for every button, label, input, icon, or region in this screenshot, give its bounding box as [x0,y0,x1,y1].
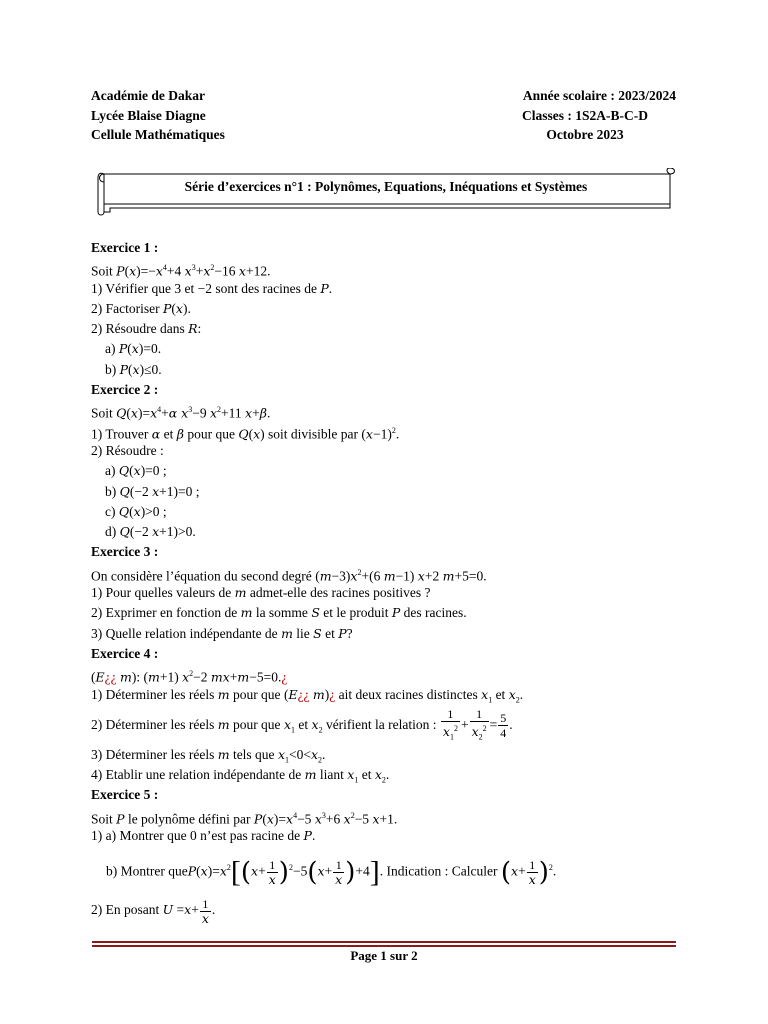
exercise-3-heading: Exercice 3 : [91,544,159,560]
exercise-2-question-2: 2) Résoudre : [91,442,164,458]
header-left [91,86,225,145]
fraction-5-over-4: $\frac{5}{4}$ [500,711,507,741]
school-year: Année scolaire : 2023/2024 [522,88,676,103]
exercise-1-question-1: 1) Vérifier que 3 et −2 sont des racines de P. [91,280,333,296]
header-right [494,86,676,145]
fraction-1-over-x1-squared: $\frac{1}{x_1^2}$ [442,707,458,742]
exercise-4-heading: Exercice 4 : [91,645,159,661]
department-name: Cellule Mathématiques [91,127,225,142]
exercise-4-statement: (E¿¿ m): (m+1) $x^2-2$ mx+m−5=0.¿ [91,669,288,685]
exercise-2-question-2c: c) Q(x)>0 ; [105,503,167,519]
exercise-2-statement: Soit $Q(x)=x^4+\alpha$ $x^3-9$ $x^2+11$ x+β. [91,405,271,421]
exercise-4-question-3: 3) Déterminer les réels m tels que $x_1<0<x_2$. [91,746,326,765]
exercise-1-question-3a: a) P(x)=0. [105,341,162,357]
exercise-2-question-1: 1) Trouver α et β pour que Q(x) soit divisible par $(x-1)^2$. [91,425,400,442]
exercise-5-statement: Soit P le polynôme défini par $P(x)=x^4-5$ $x^3+6$ $x^2-5$ x+1. [91,810,398,827]
exercise-3-statement: On considère l’équation du second degré $(m-3)x^2+(6$ m−1) x+2 m+5=0. [91,567,487,584]
exercise-1-question-3b: b) P(x)≤0. [105,361,162,377]
page-title: Série d’exercices n°1 : Polynômes, Equations, Inéquations et Systèmes [184,179,588,194]
exercise-1-question-2: 2) Factoriser P(x). [91,300,191,316]
exercise-1-heading: Exercice 1 : [91,240,159,255]
exercise-4-question-1: 1) Déterminer les réels m pour que (E¿¿ m)¿ ait deux racines distinctes $x_1$ et $x_2$. [91,686,524,705]
exercise-3-question-1: 1) Pour quelles valeurs de m admet-elle des racines positives ? [91,585,431,601]
exercise-4-question-2: 2) Déterminer les réels m pour que $x_1$ et $x_2$ vérifient la relation : $\frac{1}{x_1^2}$ + $\frac{1}{x_2^2}$ = $\frac{5}{4}$ . [91,705,691,745]
school-name: Lycée Blaise Diagne [91,107,206,123]
exercise-3-question-2: 2) Exprimer en fonction de m la somme S et le produit P des racines. [91,605,467,621]
exercise-5-question-1b: b) Montrer $queP(x)=x^2[(x+$ $\frac{1}{x}$ )$^2$−5(x+ $\frac{1}{x}$ )+4]. Indication : Calculer (x+ $\frac{1}{x}$ )$^2$. [106,855,557,889]
exercise-5-question-2: 2) En posant U =x+ $\frac{1}{x}$ . [91,896,216,926]
exercise-2-heading: Exercice 2 : [91,382,159,398]
exercise-1-question-3: 2) Résoudre dans R: [91,321,202,337]
classes: Classes : 1S2A-B-C-D [522,107,648,123]
exercise-5-heading: Exercice 5 : [91,787,159,803]
page-number: Page 1 sur 2 [350,948,418,963]
exercise-3-question-3: 3) Quelle relation indépendante de m lie S et P? [91,625,353,641]
exercise-4-question-4: 4) Etablir une relation indépendante de m liant $x_1$ et $x_2$. [91,767,390,785]
title-banner [96,168,676,216]
exercise-1-statement: Soit $P(x)=-x^4+4$ $x^3+x^2-16$ x+12. [91,263,271,279]
exercise-sheet [91,238,691,930]
academy-name: Académie de Dakar [91,88,205,103]
exercise-2-question-2a: a) Q(x)=0 ; [105,463,167,479]
exercise-2-question-2d: d) Q(−2 x+1)>0. [105,524,196,540]
fraction-1-over-x2-squared: $\frac{1}{x_2^2}$ [471,707,487,742]
exercise-5-question-1a: 1) a) Montrer que 0 n’est pas racine de P. [91,828,316,844]
date: Octobre 2023 [546,127,624,142]
exercise-2-question-2b: b) Q(−2 x+1)=0 ; [105,483,200,499]
